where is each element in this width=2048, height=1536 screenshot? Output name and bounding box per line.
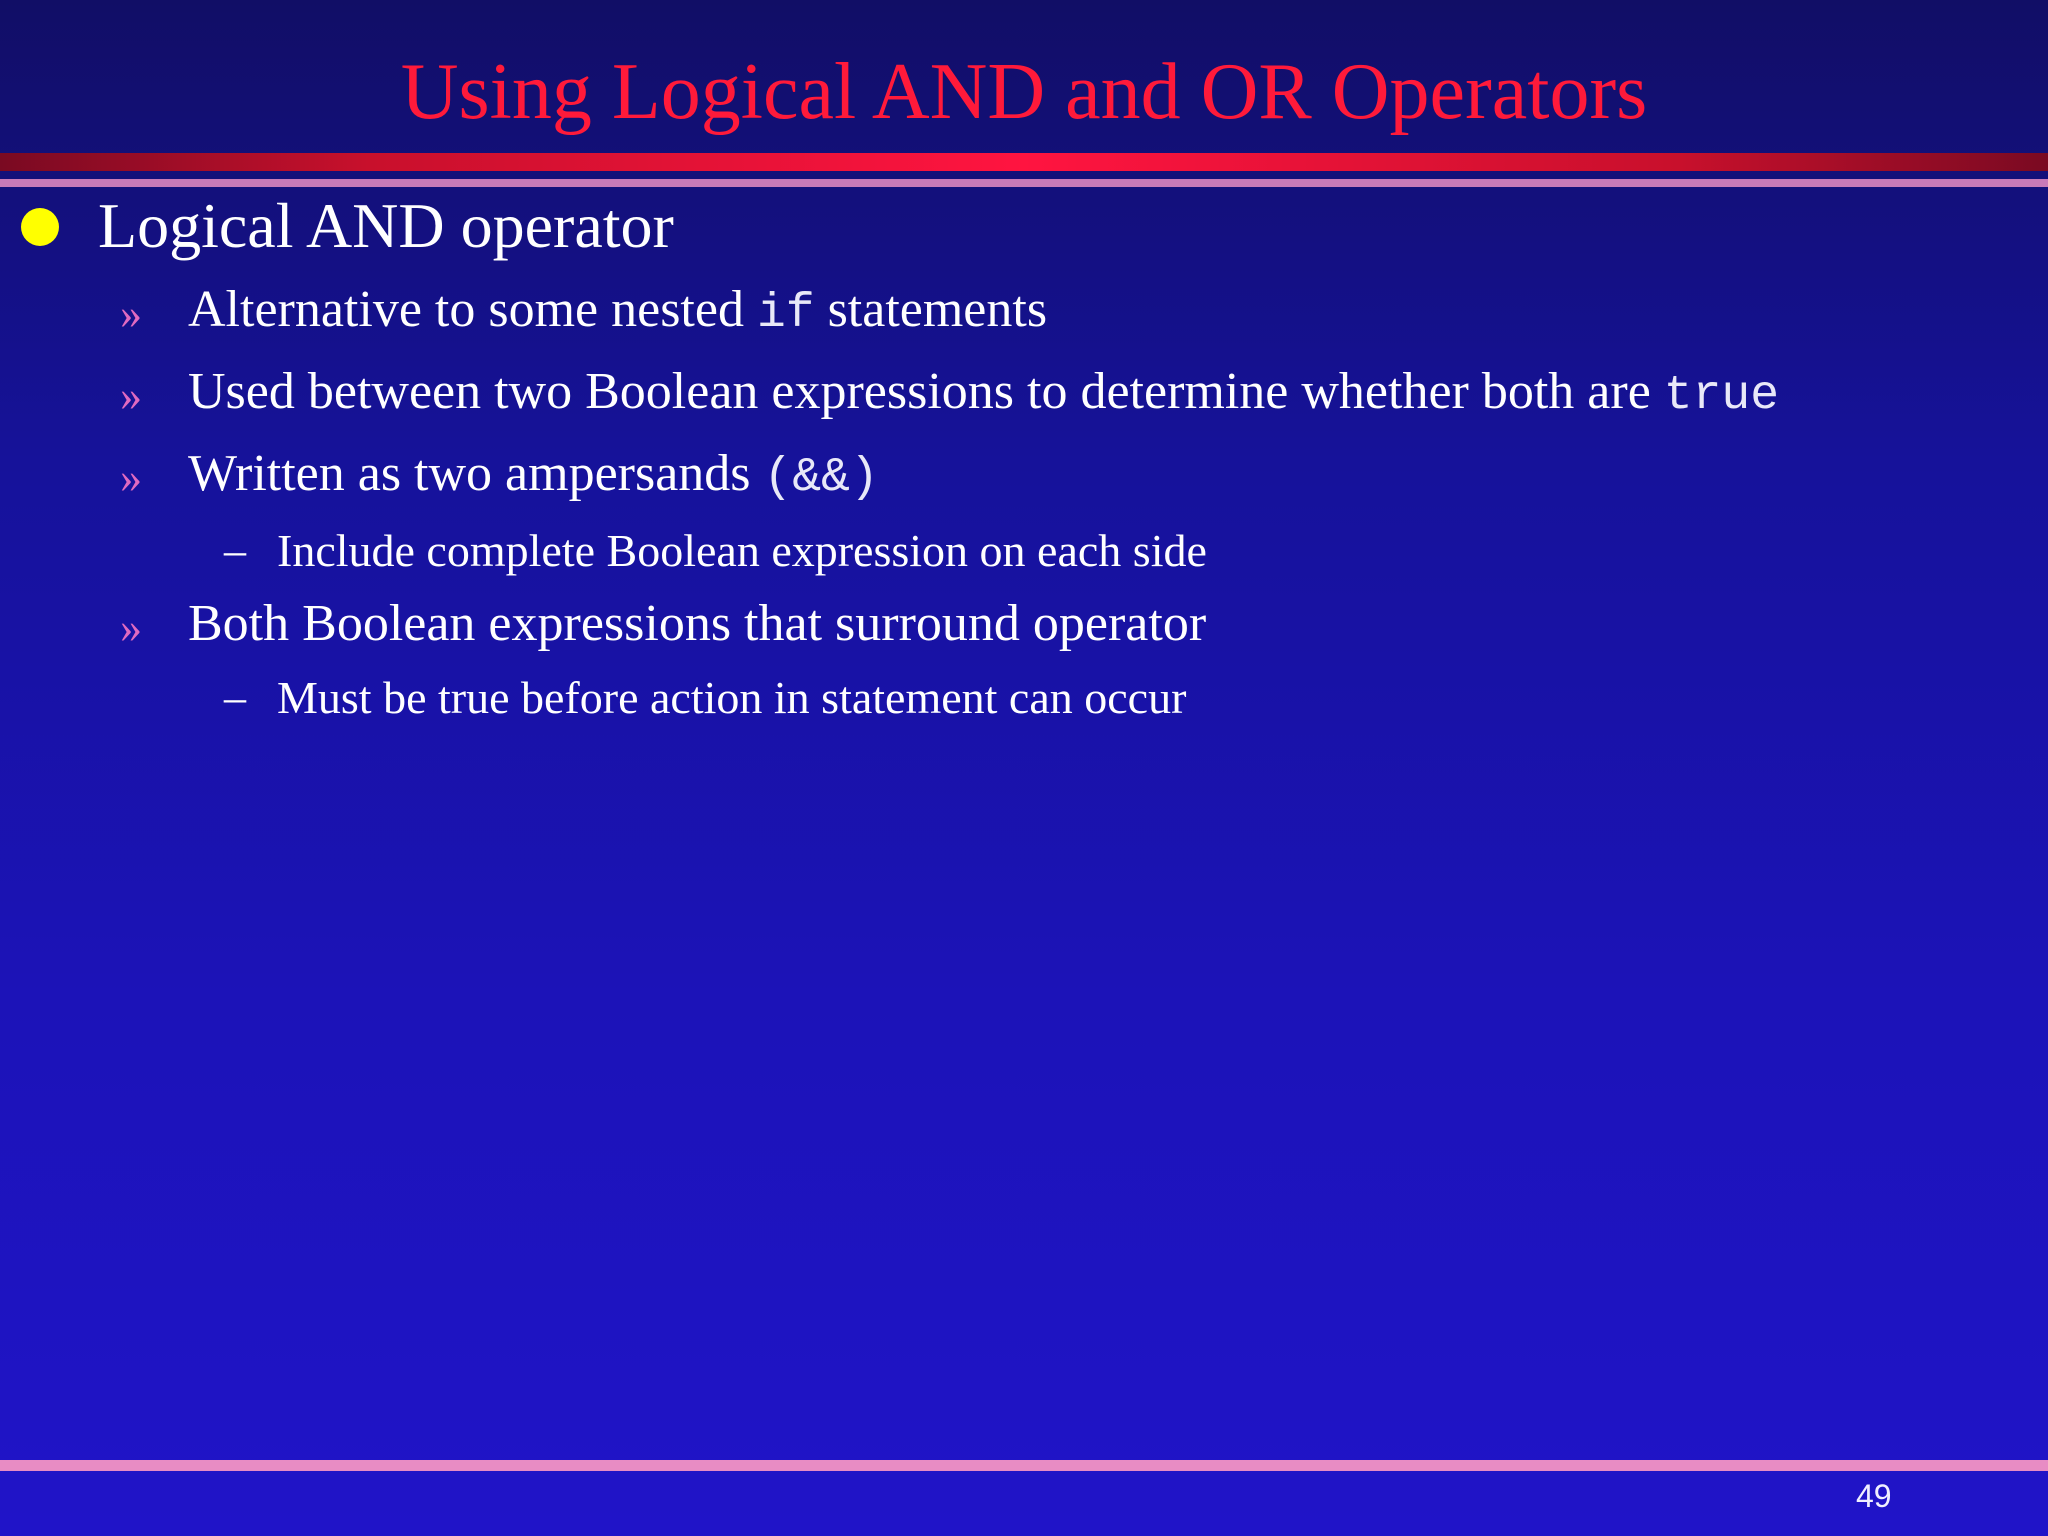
subbullet-used-between [188,358,1779,430]
chevron-bullet-icon: » [120,603,142,652]
dash-bullet-icon: – [224,673,246,722]
chevron-bullet-icon: » [120,453,142,502]
chevron-bullet-icon: » [120,289,142,338]
slide-title: Using Logical AND and OR Operators [400,48,1648,136]
chevron-bullet-icon: » [120,371,142,420]
yellow-bullet-icon [21,208,59,246]
subbullet-text: Written as two ampersands [188,445,764,502]
subbullet-both-boolean: Both Boolean expressions that surround operator [188,595,1207,652]
subbullet-alternative [188,276,1047,348]
subbullet-text: Used between two Boolean expressions to determine whether both are [188,363,1664,420]
bullet-logical-and: Logical AND operator [98,190,674,261]
code-ampersands: (&&) [763,451,879,505]
subsubbullet-include: Include complete Boolean expression on each side [277,525,1207,576]
subbullet-text: Alternative to some nested [188,281,757,338]
subsubbullet-must-be-true: Must be true before action in statement can occur [277,672,1187,723]
subbullet-written-as [188,440,879,512]
dash-bullet-icon: – [224,526,246,575]
code-true: true [1663,369,1779,423]
footer-rule [0,1460,2048,1471]
code-if: if [756,287,815,341]
subbullet-text: statements [814,281,1048,338]
title-underline-red [0,153,2048,171]
page-number: 49 [1856,1478,1892,1514]
